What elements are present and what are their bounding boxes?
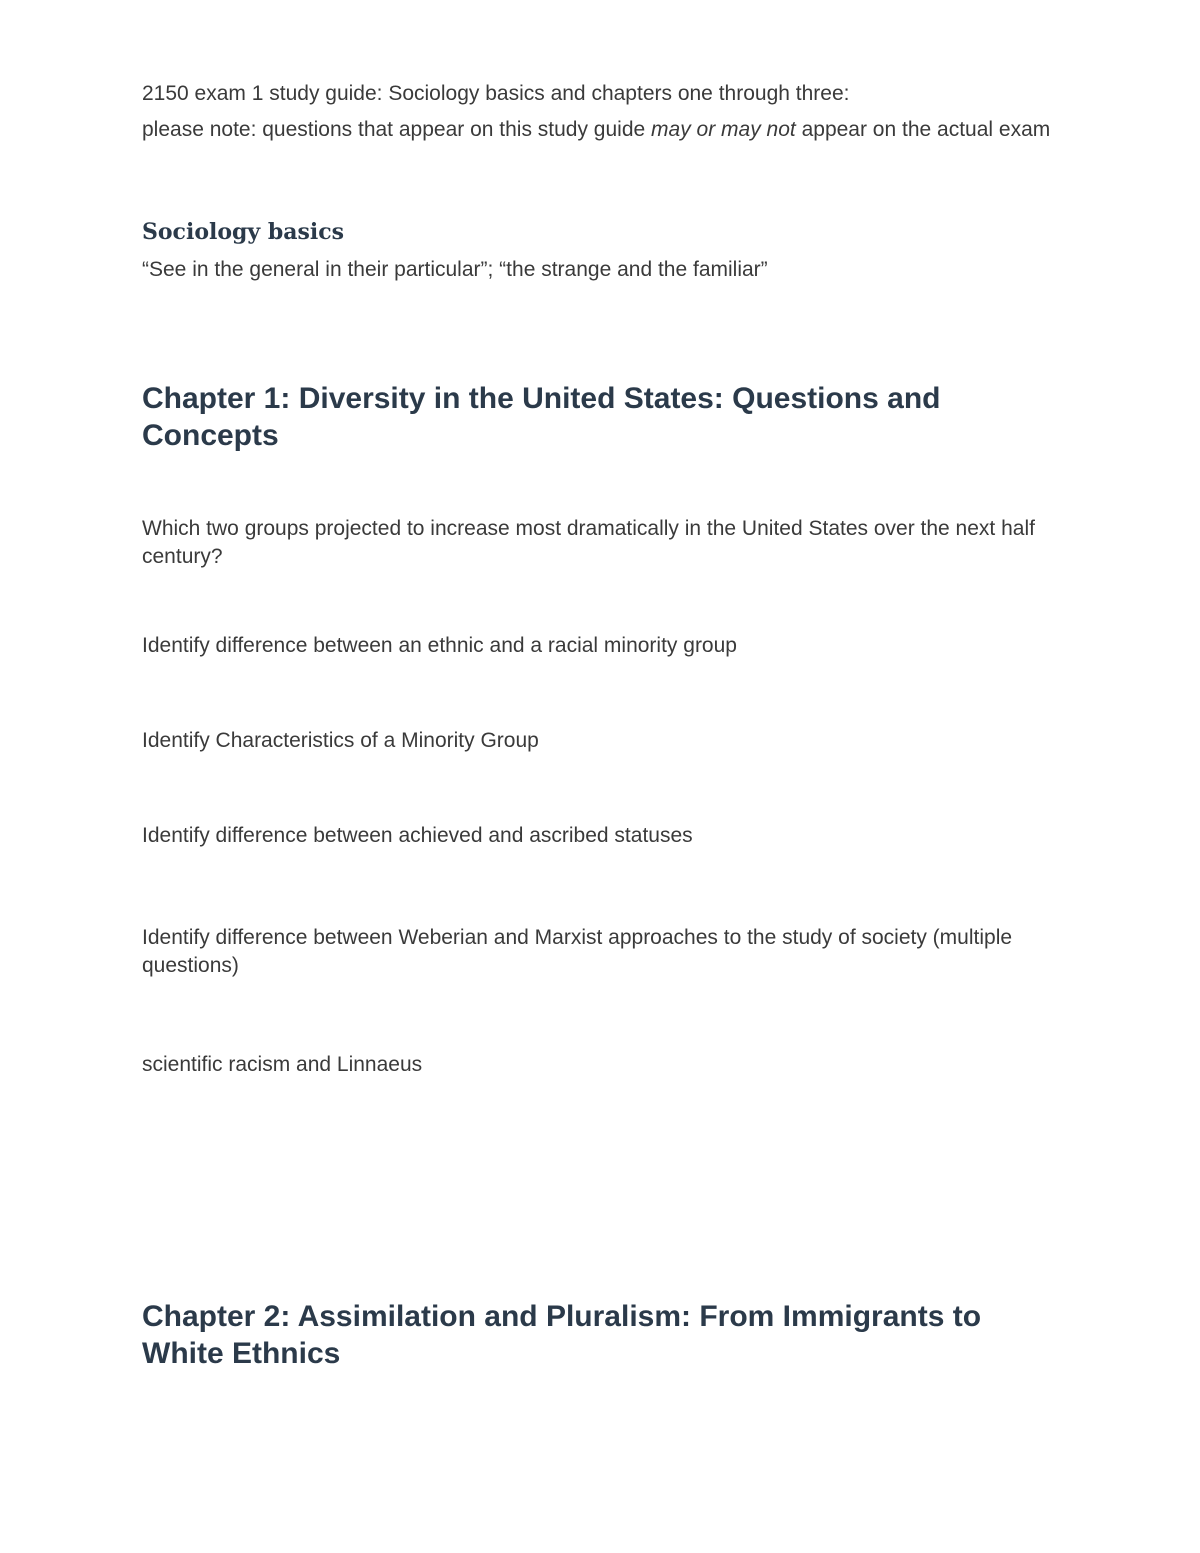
chapter-1-item: Identify difference between achieved and ascribed statuses xyxy=(142,824,693,847)
sociology-basics-title: Sociology basics xyxy=(142,219,345,245)
chapter-1-item: scientific racism and Linnaeus xyxy=(142,1053,423,1076)
chapter-1-item: Identify difference between an ethnic and a racial minority group xyxy=(142,634,737,657)
study-guide-note xyxy=(142,116,1062,144)
chapter-1-item: Which two groups projected to increase most dramatically in the United States over the next half century? xyxy=(142,517,1035,568)
note-prefix: please note: questions that appear on this study guide xyxy=(142,118,652,141)
chapter-1-item: Identify Characteristics of a Minority Group xyxy=(142,729,539,752)
chapter-1-item: Identify difference between Weberian and Marxist approaches to the study of society (multiple questions) xyxy=(142,926,1013,977)
note-emphasis: may or may not xyxy=(651,118,796,141)
note-suffix: appear on the actual exam xyxy=(795,118,1051,141)
chapter-1-heading: Chapter 1: Diversity in the United States: Questions and Concepts xyxy=(142,382,941,452)
sociology-basics-quote: “See in the general in their particular”; “the strange and the familiar” xyxy=(142,258,768,281)
study-guide-title-line: 2150 exam 1 study guide: Sociology basics and chapters one through three: xyxy=(142,82,850,105)
chapter-2-heading: Chapter 2: Assimilation and Pluralism: From Immigrants to White Ethnics xyxy=(142,1300,982,1370)
